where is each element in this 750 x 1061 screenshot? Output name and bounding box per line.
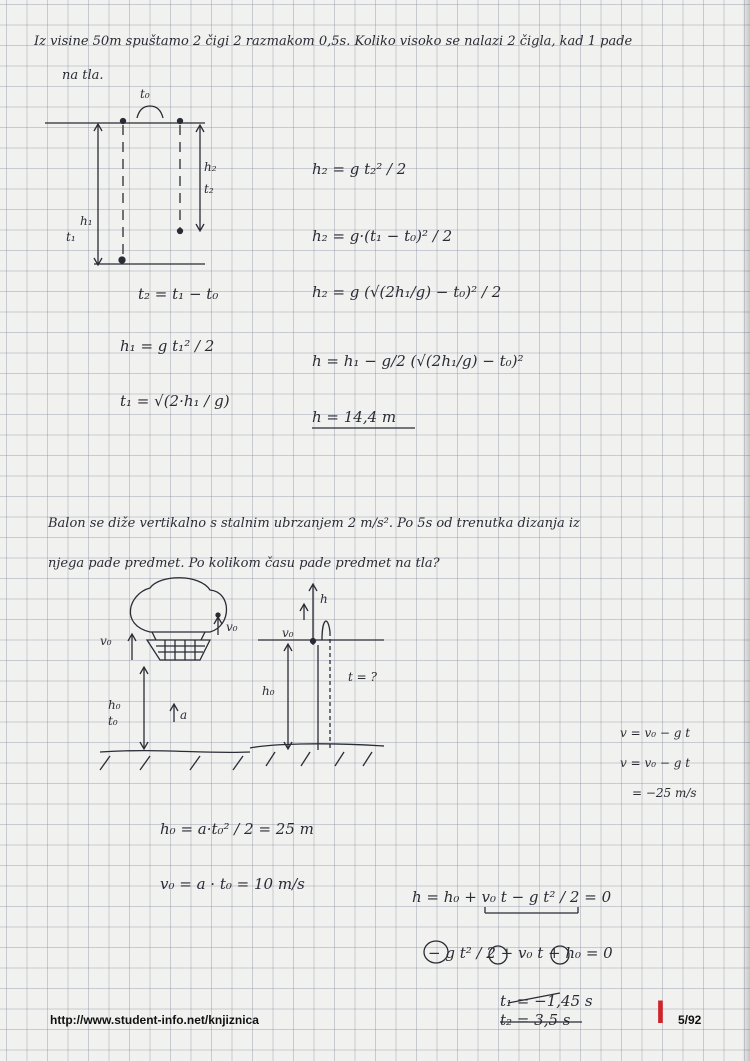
eq-h-of-t: h = h₀ + v₀ t − g t² / 2 = 0 bbox=[412, 888, 612, 906]
publisher-logo: I bbox=[656, 994, 665, 1030]
eq-h2-a: h₂ = g t₂² / 2 bbox=[312, 160, 407, 178]
problem-2-balloon-sketch bbox=[100, 578, 250, 770]
label-v0-object: v₀ bbox=[226, 620, 238, 634]
eq-h2-b: h₂ = g·(t₁ − t₀)² / 2 bbox=[312, 227, 453, 245]
eq-h-final: h = h₁ − g/2 (√(2h₁/g) − t₀)² bbox=[312, 352, 524, 370]
label-h-axis: h bbox=[320, 592, 328, 606]
eq-t2-relation: t₂ = t₁ − t₀ bbox=[138, 285, 219, 303]
eq-v0: v₀ = a · t₀ = 10 m/s bbox=[160, 875, 305, 893]
eq-h0: h₀ = a·t₀² / 2 = 25 m bbox=[160, 820, 314, 838]
eq-h2-c: h₂ = g (√(2h₁/g) − t₀)² / 2 bbox=[312, 283, 502, 301]
problem-2-text-line-2: njega pade predmet. Po kolikom času pade predmet na tla? bbox=[48, 556, 440, 571]
label-h0-right: h₀ bbox=[262, 684, 275, 698]
label-a: a bbox=[180, 708, 188, 722]
problem-1-text-line-1: Iz visine 50m spuštamo 2 čigi 2 razmakom 0,5s. Koliko visoko se nalazi 2 čigla, kad 1 pade bbox=[34, 34, 633, 49]
side-note-1: v = v₀ − g t bbox=[620, 726, 691, 740]
eq-quadratic: − g t² / 2 + v₀ t + h₀ = 0 bbox=[428, 944, 613, 962]
label-t0-left: t₀ bbox=[108, 714, 118, 728]
label-t-unknown: t = ? bbox=[348, 670, 377, 684]
problem-2-text-line-1: Balon se diže vertikalno s stalnim ubrzanjem 2 m/s². Po 5s od trenutka dizanja iz bbox=[48, 516, 580, 531]
label-v0-right: v₀ bbox=[282, 626, 294, 640]
result-h: h = 14,4 m bbox=[312, 408, 397, 426]
eq-t1: t₁ = √(2·h₁ / g) bbox=[120, 392, 230, 410]
label-h1: h₁ bbox=[80, 214, 93, 228]
root-t1: t₁ = −1,45 s bbox=[500, 992, 593, 1010]
label-t2: t₂ bbox=[204, 182, 214, 196]
problem-1-sketch bbox=[45, 106, 415, 428]
label-h2: h₂ bbox=[204, 160, 217, 174]
eq-h1: h₁ = g t₁² / 2 bbox=[120, 337, 215, 355]
source-url: http://www.student-info.net/knjiznica bbox=[50, 1013, 259, 1027]
label-h0-left: h₀ bbox=[108, 698, 121, 712]
side-note-3: = −25 m/s bbox=[632, 786, 697, 800]
problem-1-text-line-2: na tla. bbox=[62, 68, 104, 83]
root-t2: t₂ = 3,5 s bbox=[500, 1011, 571, 1029]
page-number: 5/92 bbox=[678, 1013, 702, 1027]
label-v0-left: v₀ bbox=[100, 634, 112, 648]
side-note-2: v = v₀ − g t bbox=[620, 756, 691, 770]
label-t0: t₀ bbox=[140, 87, 150, 101]
label-t1: t₁ bbox=[66, 230, 76, 244]
